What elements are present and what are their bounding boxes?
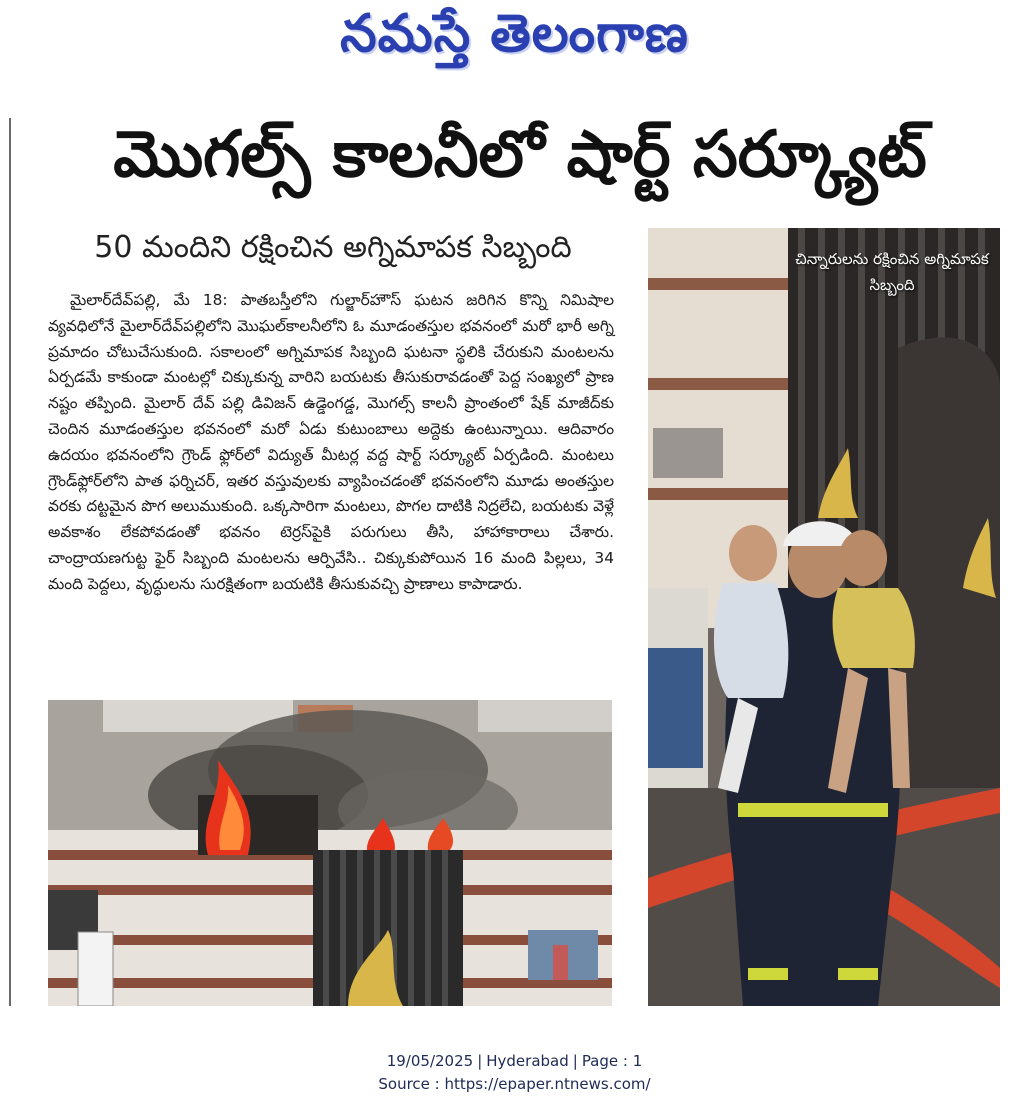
masthead xyxy=(0,2,1029,78)
footer-date: 19/05/2025 xyxy=(386,1052,474,1070)
article-paragraph: మైలార్‌దేవ్‌పల్లి, మే 18: పాతబస్తీలోని గుల్జార్‌హౌస్ ఘటన జరిగిన కొన్ని నిమిషాల వ్యవధిలోనే మైలార్‌దేవ్‌పల్లిలోని మొఘల్‌కాలనీలోని ఓ మూడంతస్తుల భవనంలో మరో భారీ అగ్ని ప్రమాదం చోటుచేసుకుంది. సకాలంలో అగ్నిమాపక సిబ్బంది ఘటనా స్థలికి చేరుకుని మంటలను ఏర్పడమే కాకుండా మంటల్లో చిక్కుకున్న వారిని బయటకు తీసుకురావడంతో పెద్ద సంఖ్యలో ప్రాణ నష్టం తప్పింది. మైలార్ దేవ్ పల్లి డివిజన్ ఉడ్డెంగడ్డ, మొగల్స్ కాలనీ ప్రాంతంలో షేక్ మాజీద్‌కు చెందిన మూడంతస్తుల భవనంలో మరో ఏడు కుటుంబాలు అద్దెకు ఉంటున్నాయి. ఆదివారం ఉదయం భవనంలోని గ్రౌండ్ ఫ్లోర్‌లో విద్యుత్ మీటర్ల వద్ద షార్ట్ సర్క్యూట్ ఏర్పడింది. మంటలు గ్రౌండ్‌ఫ్లోర్‌లోని పాత ఫర్నిచర్, ఇతర వస్తువులకు వ్యాపించడంతో భవనంలోని మూడు అంతస్తుల వరకు దట్టమైన పొగ అలుముకుంది. ఒక్కసారిగా మంటలు, పొగల దాటికి నిద్రలేచి, బయటకు వెళ్లే అవకాశం లేకపోవడంతో భవనం టెర్రస్‌పైకి పరుగులు తీసి, హాహాకారాలు చేశారు. చాంద్రాయణగుట్ట ఫైర్ సిబ్బంది మంటలను ఆర్పివేసి.. చిక్కుకుపోయిన 16 మంది పిల్లలు, 34 మంది పెద్దలు, వృద్ధులను సురక్షితంగా బయటికి తీసుకువచ్చి ప్రాణాలు కాపాడారు. xyxy=(48,291,614,593)
masthead-title: నమస్తే తెలంగాణ xyxy=(340,3,689,64)
footer-city: Hyderabad xyxy=(486,1052,569,1070)
column-rule xyxy=(9,118,11,1006)
footer-info-line: 19/05/2025 | Hyderabad | Page : 1 xyxy=(386,1052,643,1070)
rescue-photo xyxy=(648,228,1000,1006)
footer xyxy=(0,1050,1029,1096)
subheadline: 50 మందిని రక్షించిన అగ్నిమాపక సిబ్బంది xyxy=(94,230,572,265)
footer-page: Page : 1 xyxy=(581,1052,643,1070)
footer-source: Source : https://epaper.ntnews.com/ xyxy=(378,1075,651,1093)
article-body xyxy=(48,288,614,598)
fire-photo xyxy=(48,700,612,1006)
photo-caption: చిన్నారులను రక్షించిన అగ్నిమాపక సిబ్బంది xyxy=(795,250,989,294)
headline: మొగల్స్ కాలనీలో షార్ట్ సర్క్యూట్ xyxy=(113,118,927,192)
